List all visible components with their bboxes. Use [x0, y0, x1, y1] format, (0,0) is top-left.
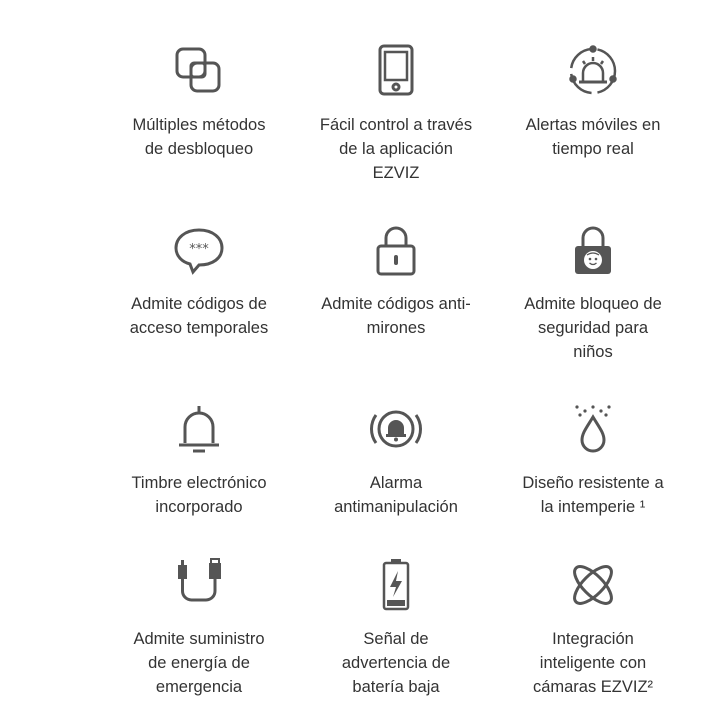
water-drop-icon [565, 401, 621, 457]
feature-emergency-power [99, 557, 299, 707]
feature-label: Alarma antimanipulación [334, 474, 458, 516]
feature-unlock-methods [99, 43, 299, 193]
child-lock-icon [565, 222, 621, 278]
feature-label: Admite bloqueo de seguridad para niños [524, 295, 662, 361]
speech-bubble-password-icon [171, 222, 227, 278]
smartphone-icon [368, 43, 424, 99]
feature-label: Admite códigos anti- mirones [321, 295, 471, 337]
feature-low-battery [296, 557, 496, 707]
feature-weather-resistant [493, 401, 693, 551]
feature-mobile-alerts [493, 43, 693, 193]
feature-label: Alertas móviles en tiempo real [525, 116, 661, 158]
feature-label: Admite suministro de energía de emergencia [133, 630, 265, 696]
feature-app-control [296, 43, 496, 193]
svg-text:***: *** [189, 242, 209, 257]
feature-label: Fácil control a través de la aplicación EZVIZ [319, 116, 473, 182]
alarm-bell-icon [368, 401, 424, 457]
feature-tamper-alarm [296, 401, 496, 551]
feature-anti-peep [296, 222, 496, 372]
low-battery-icon [368, 557, 424, 613]
feature-doorbell [99, 401, 299, 551]
feature-label: Integración inteligente con cámaras EZVIZ² [532, 630, 654, 696]
usb-cable-icon [171, 557, 227, 613]
feature-camera-integration [493, 557, 693, 707]
doorbell-icon [171, 401, 227, 457]
feature-label: Diseño resistente a la intemperie ¹ [522, 474, 664, 516]
siren-alert-icon [565, 43, 621, 99]
overlapping-squares-icon [171, 43, 227, 99]
feature-label: Múltiples métodos de desbloqueo [132, 116, 266, 158]
feature-temporary-codes [99, 222, 299, 372]
feature-label: Señal de advertencia de batería baja [341, 630, 451, 696]
padlock-icon [368, 222, 424, 278]
atom-integration-icon [565, 557, 621, 613]
feature-label: Timbre electrónico incorporado [131, 474, 267, 516]
feature-label: Admite códigos de acceso temporales [129, 295, 269, 337]
feature-child-lock [493, 222, 693, 372]
